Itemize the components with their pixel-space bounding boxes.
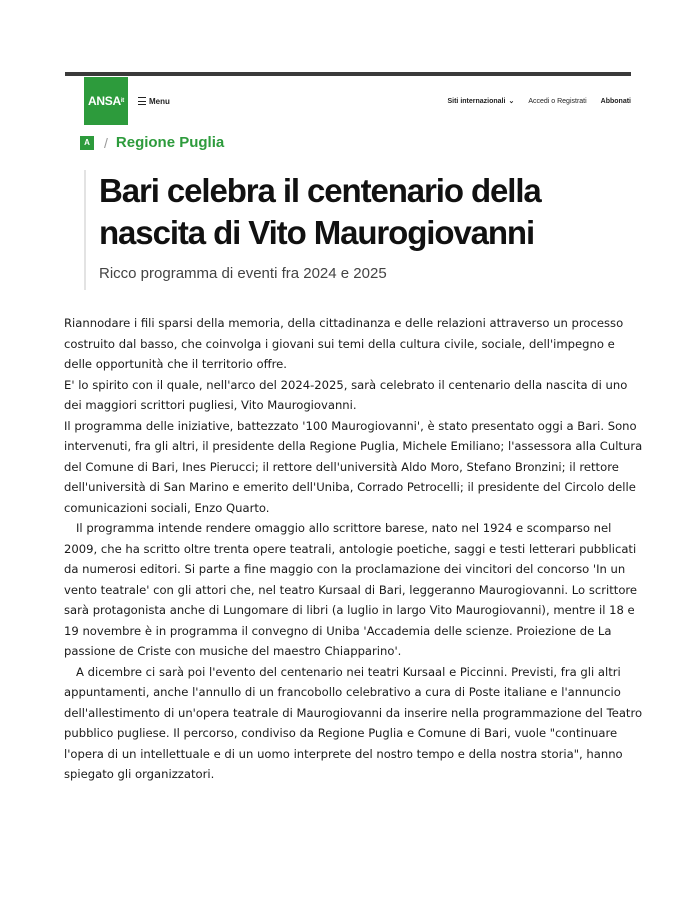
logo-sup: it xyxy=(120,98,124,104)
ansa-logo[interactable] xyxy=(84,77,128,125)
chevron-down-icon: ⌄ xyxy=(508,98,515,105)
site-header xyxy=(84,76,631,126)
article-paragraph: E' lo spirito con il quale, nell'arco del 2024-2025, sarà celebrato il centenario della nascita di uno dei maggiori scrittori pugliesi, Vito Maurogiovanni. xyxy=(64,377,628,412)
menu-label: Menu xyxy=(149,96,170,106)
login-link[interactable]: Accedi o Registrati xyxy=(528,97,587,105)
breadcrumb-separator: / xyxy=(104,134,108,151)
article-header xyxy=(84,170,659,290)
article-paragraph: Riannodare i fili sparsi della memoria, della cittadinanza e delle relazioni attraverso un processo costruito dal basso, che coinvolga i giovani sui temi della cultura civile, sociale, dell'impegno e delle opportunità che il territorio offre. xyxy=(64,316,624,371)
header-links xyxy=(433,97,631,105)
international-sites-link[interactable] xyxy=(447,97,514,105)
title-line-2: nascita di Vito Maurogiovanni xyxy=(99,214,535,251)
article-paragraph: A dicembre ci sarà poi l'evento del centenario nei teatri Kursaal e Piccinni. Previsti, fra gli altri appuntamenti, anche l'annullo di un francobollo celebrativo a cura di Poste italiane e l'annuncio dell'allestimento di un'opera teatrale di Maurogiovanni da inserire nella programmazione del Teatro pubblico pugliese. Il percorso, condiviso da Regione Puglia e Comune di Bari, vuole "continuare l'opera di un intellettuale e di un uomo interprete del nostro tempo e della nostra storia", hanno spiegato gli organizzatori. xyxy=(64,664,643,781)
article-title xyxy=(99,170,659,254)
international-sites-label: Siti internazionali xyxy=(447,98,506,105)
region-link[interactable]: Regione Puglia xyxy=(115,134,225,151)
ansa-small-logo-icon[interactable]: A xyxy=(80,136,94,150)
subscribe-link[interactable]: Abbonati xyxy=(600,97,631,105)
logo-text: ANSA xyxy=(88,94,121,108)
hamburger-icon xyxy=(138,97,146,105)
breadcrumb xyxy=(80,134,224,151)
article-paragraph: Il programma intende rendere omaggio allo scrittore barese, nato nel 1924 e scomparso nel 2009, che ha scritto oltre trenta opere teatrali, antologie poetiche, saggi e testi letterari pubblicati da numerosi editori. Si parte a fine maggio con la proclamazione dei vincitori del concorso 'In un vento teatrale' con gli attori che, nel teatro Kursaal di Bari, leggeranno Maurogiovanni. Lo scrittore sarà protagonista anche di Lungomare di libri (a luglio in largo Vito Maurogiovanni), mentre il 18 e 19 novembre è in programma il convegno di Uniba 'Accademia delle scienze. Proiezione de La passione de Criste con musiche del maestro Chiapparino'. xyxy=(64,521,638,658)
article-paragraph: Il programma delle iniziative, battezzato '100 Maurogiovanni', è stato presentato oggi a Bari. Sono intervenuti, fra gli altri, il presidente della Regione Puglia, Michele Emiliano; l'assessora alla Cultura del Comune di Bari, Ines Pierucci; il rettore dell'università Aldo Moro, Stefano Bronzini; il rettore dell'università di San Marino e emerito dell'Uniba, Corrado Petrocelli; il presidente del Circolo delle comunicazioni sociali, Enzo Quarto. xyxy=(64,418,643,515)
title-line-1: Bari celebra il centenario della xyxy=(99,172,541,209)
menu-button[interactable] xyxy=(138,97,170,106)
article-subtitle: Ricco programma di eventi fra 2024 e 2025 xyxy=(99,265,387,282)
article-body xyxy=(64,313,644,785)
